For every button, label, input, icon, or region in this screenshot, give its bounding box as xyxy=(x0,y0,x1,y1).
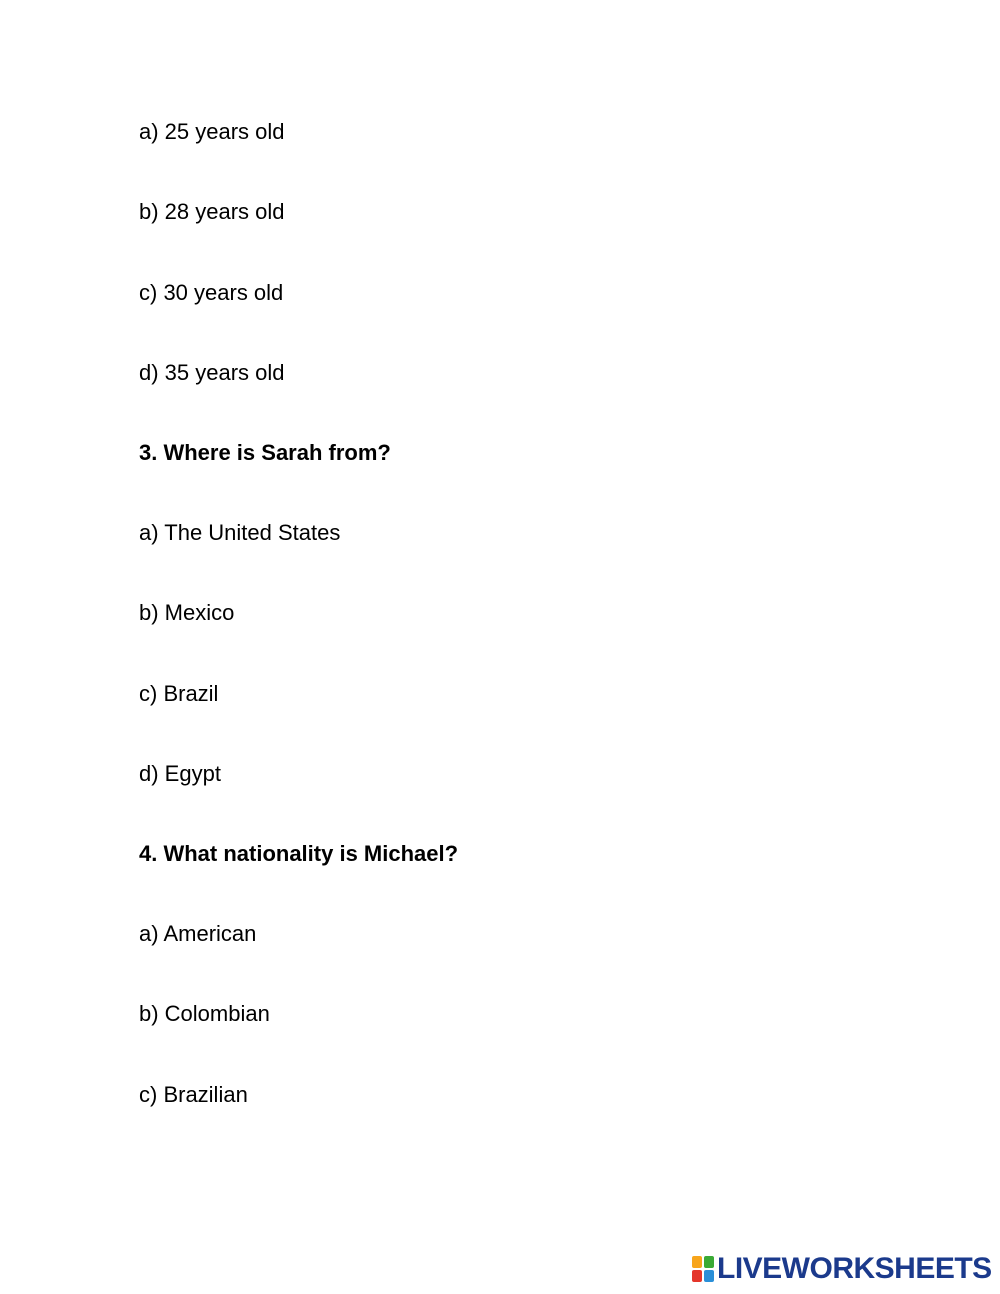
answer-option-a-age: a) 25 years old xyxy=(139,119,285,144)
logo-square-orange xyxy=(692,1256,702,1268)
logo-square-green xyxy=(704,1256,714,1268)
answer-option-a-nationality: a) American xyxy=(139,921,257,946)
answer-option-b-age: b) 28 years old xyxy=(139,199,285,224)
question-3: 3. Where is Sarah from? xyxy=(139,440,391,465)
answer-option-b-country: b) Mexico xyxy=(139,600,235,625)
question-4: 4. What nationality is Michael? xyxy=(139,841,459,866)
liveworksheets-logo xyxy=(692,1252,992,1286)
answer-option-c-age: c) 30 years old xyxy=(139,280,284,305)
logo-square-blue xyxy=(704,1270,714,1282)
brand-name: LIVEWORKSHEETS xyxy=(717,1252,992,1285)
answer-option-c-nationality: c) Brazilian xyxy=(139,1082,248,1107)
answer-option-b-nationality: b) Colombian xyxy=(139,1001,270,1026)
answer-option-d-country: d) Egypt xyxy=(139,761,221,786)
answer-option-d-age: d) 35 years old xyxy=(139,360,285,385)
answer-option-a-country: a) The United States xyxy=(139,520,341,545)
liveworksheets-logo-icon xyxy=(692,1256,714,1282)
answer-option-c-country: c) Brazil xyxy=(139,681,219,706)
logo-square-red xyxy=(692,1270,702,1282)
